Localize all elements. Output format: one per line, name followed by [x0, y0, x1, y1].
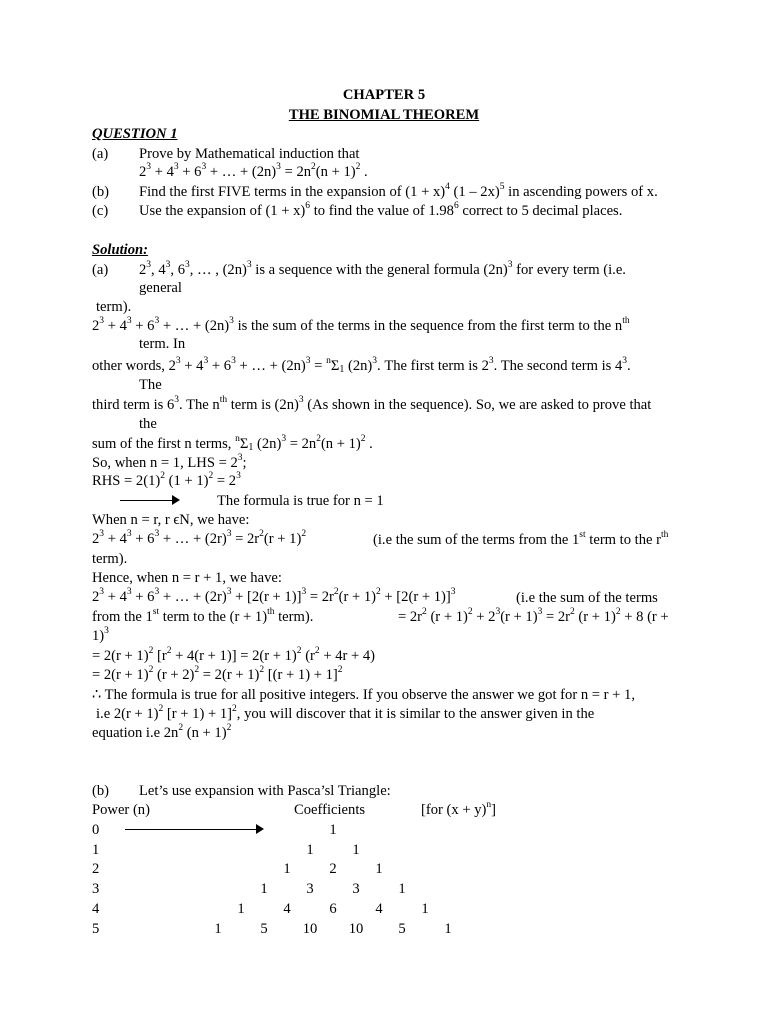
solution-title: Solution:	[92, 242, 148, 258]
column-header-power: Power (n)	[92, 802, 150, 818]
coefficient-value: 2	[329, 861, 337, 878]
solution-line: ∴ The formula is true for all positive integers. If you observe the answer we got for n = r + 1,	[92, 687, 636, 703]
solution-line: $2^3 + 4^3 + 6^3$ + … + $(2r)^3 = 2r^2(r + 1)^2$	[92, 529, 307, 547]
question-c-label: (c)	[92, 203, 109, 219]
coefficient-value: 1	[214, 920, 222, 937]
solution-line: = $2r^2$ $(r + 1)^2 + 2^3(r + 1)^3 = 2r^2$ $(r + 1)^2 + 8$ (r +	[398, 607, 669, 625]
question-a-line-2: $2^3 + 4^3 + 6^3$ + … + $(2n)^3 = 2n^2(n + 1)^2$ .	[139, 162, 368, 180]
solution-line: So, when n = 1, LHS = $2^3$;	[92, 453, 247, 471]
power-value: 0	[92, 822, 100, 838]
coefficient-value: 1	[352, 841, 360, 858]
solution-line: (i.e the sum of the terms from the 1st term to the $r^{th}$	[373, 530, 669, 548]
coefficient-value: 1	[306, 841, 314, 858]
solution-b-intro: Let’s use expansion with Pasca’sl Triangle:	[139, 783, 391, 799]
question-c-line: Use the expansion of $(1 + x)^6$ to find the value of 1.98$^6$ correct to 5 decimal places.	[139, 201, 623, 219]
power-value: 5	[92, 920, 100, 937]
solution-b-label: (b)	[92, 783, 110, 799]
solution-line: RHS = $2(1)^2$ $(1 + 1)^2 = 2^3$	[92, 471, 241, 489]
coefficient-value: 10	[302, 920, 318, 937]
solution-line: $2^3$, $4^3$, $6^3$, … , $(2n)^3$ is a sequence with the general formula $(2n)^3$ for every term (i.e.	[139, 260, 626, 278]
coefficient-value: 5	[398, 920, 406, 937]
power-value: 1	[92, 841, 100, 858]
solution-line: term).	[96, 299, 132, 315]
chapter-title: THE BINOMIAL THEOREM	[288, 107, 480, 123]
solution-line: = $2(r + 1)^2$ $(r + 2)^2 = 2(r + 1)^2$ $[(r + 1) + 1]^2$	[92, 665, 343, 683]
question-b-label: (b)	[92, 184, 110, 200]
solution-line: $2^3 + 4^3 + 6^3$ + … + $(2n)^3$ is the sum of the terms in the sequence from the first term to the $n^{th}$	[92, 316, 630, 334]
solution-line: When n = r, r ϵN, we have:	[92, 512, 250, 528]
coefficient-value: 1	[283, 861, 291, 878]
solution-line: Hence, when n = r + 1, we have:	[92, 570, 282, 586]
column-header-for: [for $(x + y)^n$]	[421, 800, 496, 818]
solution-line: term).	[92, 551, 128, 567]
solution-line: (i.e the sum of the terms	[516, 590, 658, 606]
coefficient-value: 4	[375, 900, 383, 917]
solution-line: The formula is true for n = 1	[217, 493, 384, 509]
solution-line: i.e $2(r + 1)^2$ $[r + 1) + 1]^2$, you will discover that it is similar to the answer given in the	[96, 704, 595, 722]
solution-line: general	[139, 280, 182, 296]
coefficient-value: 5	[260, 920, 268, 937]
solution-line: term. In	[139, 336, 186, 352]
question-b-line: Find the first FIVE terms in the expansion of $(1 + x)^4$ (1 – 2x)$^5$ in ascending powers of x.	[139, 182, 658, 200]
right-arrow-icon	[120, 500, 178, 501]
coefficient-value: 3	[306, 881, 314, 898]
question-a-label: (a)	[92, 146, 109, 162]
coefficient-value: 1	[444, 920, 452, 937]
column-header-coefficients: Coefficients	[294, 802, 366, 818]
solution-a-label: (a)	[92, 262, 109, 278]
coefficient-value: 1	[375, 861, 383, 878]
question-title: QUESTION 1	[92, 126, 178, 142]
coefficient-value: 1	[260, 881, 268, 898]
coefficient-value: 3	[352, 881, 360, 898]
solution-line: the	[139, 416, 157, 432]
coefficient-value: 1	[329, 822, 337, 838]
coefficient-value: 1	[237, 900, 245, 917]
solution-line: third term is $6^3$. The $n^{th}$ term is $(2n)^3$ (As shown in the sequence). So, we are asked to prove that	[92, 395, 652, 413]
solution-line: equation i.e $2n^2$ $(n + 1)^2$	[92, 723, 232, 741]
solution-line: other words, $2^3 + 4^3 + 6^3$ + … + $(2n)^3 = ^n\Sigma 1$ $(2n)^3$. The first term is $2^3$. The second term is $4^3$.	[92, 356, 631, 375]
chapter-heading: CHAPTER 5	[342, 87, 426, 103]
power-value: 3	[92, 881, 100, 898]
question-a-line-1: Prove by Mathematical induction that	[139, 146, 360, 162]
solution-line: $2^3 + 4^3 + 6^3$ + … + $(2r)^3 + [2(r + 1)]^3 = 2r^2(r + 1)^2 + [2(r + 1)]^3$	[92, 587, 456, 605]
solution-line: = $2(r + 1)^2$ $[r^2 + 4(r + 1)] = 2(r + 1)^2$ $(r^2 + 4r + 4)$	[92, 646, 376, 664]
coefficient-value: 10	[348, 920, 364, 937]
solution-line: The	[139, 377, 162, 393]
right-arrow-icon	[125, 829, 262, 830]
solution-line: from the 1st term to the $(r + 1)^{th}$ term).	[92, 607, 314, 625]
coefficient-value: 4	[283, 900, 291, 917]
solution-line: 1)$^3$	[92, 626, 109, 644]
power-value: 2	[92, 861, 100, 878]
power-value: 4	[92, 900, 100, 917]
coefficient-value: 6	[329, 900, 337, 917]
coefficient-value: 1	[421, 900, 429, 917]
solution-line: sum of the first n terms, $^n$Σ1 $(2n)^3 = 2n^2(n + 1)^2$ .	[92, 434, 373, 453]
coefficient-value: 1	[398, 881, 406, 898]
